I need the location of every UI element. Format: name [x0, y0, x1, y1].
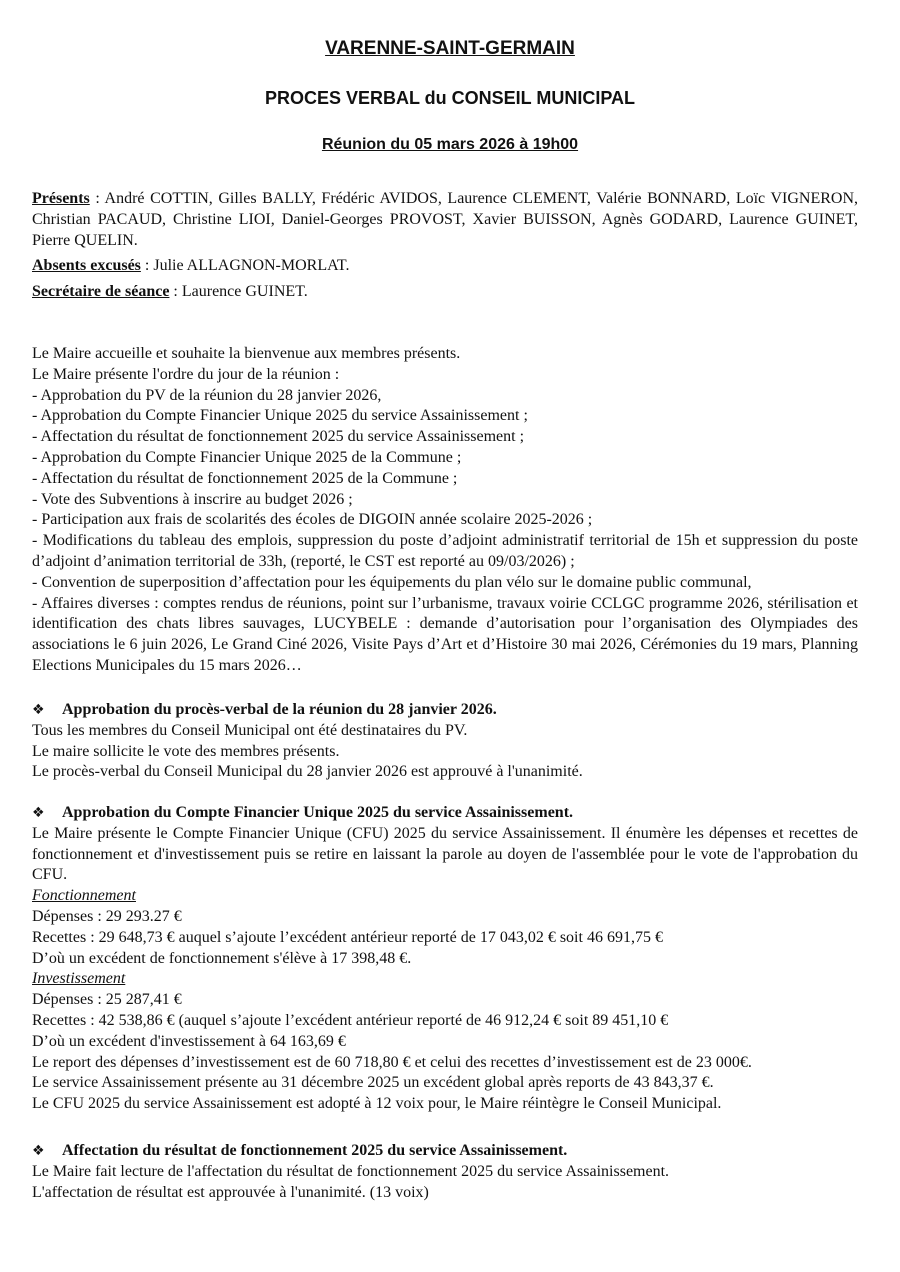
agenda-item-emplois: - Modifications du tableau des emplois, suppression du poste d’adjoint administratif territorial de 15h et suppression du poste d’adjoint d’animation territorial de 33h, (reporté, le CST est reporté au 09/03/2026) ; — [32, 532, 858, 570]
investissement-line: Recettes : 42 538,86 € (auquel s’ajoute l’excédent antérieur reporté de 46 912,24 € soit 89 451,10 € — [32, 1011, 669, 1029]
section-intro: Le Maire présente le Compte Financier Unique (CFU) 2025 du service Assainissement. Il énumère les dépenses et recettes de fonctionnement et d'investissement puis se retire en laissant la parole au doyen de l'assemblée pour le vote de l'approbation du CFU. — [32, 824, 858, 884]
fonctionnement-line: Recettes : 29 648,73 € auquel s’ajoute l’excédent antérieur reporté de 17 043,02 € soit 46 691,75 € — [32, 928, 663, 946]
investissement-line: D’où un excédent d'investissement à 64 163,69 € — [32, 1032, 346, 1050]
city-title: VARENNE-SAINT-GERMAIN — [325, 38, 575, 59]
investissement-line: Dépenses : 25 287,41 € — [32, 991, 182, 1009]
section-heading — [32, 700, 858, 721]
section-text-line: Le procès-verbal du Conseil Municipal du 28 janvier 2026 est approuvé à l'unanimité. — [32, 763, 583, 781]
absent-names: : Julie ALLAGNON-MORLAT. — [140, 257, 350, 275]
agenda-item: - Approbation du Compte Financier Unique 2025 de la Commune ; — [32, 448, 462, 466]
section-text-line: L'affectation de résultat est approuvée à l'unanimité. (13 voix) — [32, 1183, 429, 1201]
agenda-intro-line: Le Maire accueille et souhaite la bienvenue aux membres présents. — [32, 345, 461, 362]
section-title: Approbation du Compte Financier Unique 2025 du service Assainissement. — [62, 804, 574, 821]
agenda-block — [32, 344, 858, 677]
investissement-line: Le service Assainissement présente au 31 décembre 2025 un excédent global après reports de 43 843,37 €. — [32, 1074, 714, 1092]
agenda-item-divers: - Affaires diverses : comptes rendus de réunions, point sur l’urbanisme, travaux voirie CCLGC programme 2026, stérilisation et identification des chats libres sauvages, LUCYBELE : demande d’autorisation pour l’organisation des Olympiades des associations le 6 juin 2026, Le Grand Ciné 2026, Visite Pays d’Art et d’Histoire 30 mai 2026, Cérémonies du 19 mars, Planning Elections Municipales du 15 mars 2026… — [32, 594, 858, 674]
section-cfu-assainissement — [32, 803, 858, 1115]
meeting-date: Réunion du 05 mars 2026 à 19h00 — [321, 136, 579, 153]
diamond-bullet-icon: ❖ — [32, 1143, 45, 1159]
section-text-line: Tous les membres du Conseil Municipal ont été destinataires du PV. — [32, 721, 468, 739]
section-title: Approbation du procès-verbal de la réunion du 28 janvier 2026. — [62, 701, 497, 718]
absent-line — [32, 256, 858, 277]
diamond-bullet-icon: ❖ — [32, 805, 45, 821]
diamond-bullet-icon: ❖ — [32, 702, 45, 718]
document-title: PROCES VERBAL du CONSEIL MUNICIPAL — [264, 88, 636, 108]
section-pv-approval — [32, 700, 858, 783]
agenda-intro-line: Le Maire présente l'ordre du jour de la réunion : — [32, 365, 340, 383]
section-text-line: Le Maire fait lecture de l'affectation du résultat de fonctionnement 2025 du service Assainissement. — [32, 1162, 670, 1180]
section-text-line: Le maire sollicite le vote des membres présents. — [32, 742, 340, 760]
section-title: Affectation du résultat de fonctionnement 2025 du service Assainissement. — [62, 1142, 568, 1159]
agenda-item: - Approbation du PV de la réunion du 28 janvier 2026, — [32, 386, 382, 404]
secretary-label: Secrétaire de séance — [32, 283, 170, 301]
absent-label: Absents excusés — [32, 257, 141, 275]
investissement-line: Le report des dépenses d’investissement est de 60 718,80 € et celui des recettes d’investissement est de 23 000€. — [32, 1053, 752, 1071]
agenda-item: - Approbation du Compte Financier Unique 2025 du service Assainissement ; — [32, 407, 528, 425]
fonctionnement-line: Dépenses : 29 293.27 € — [32, 907, 182, 925]
agenda-item-convention: - Convention de superposition d’affectation pour les équipements du plan vélo sur le domaine public communal, — [32, 573, 752, 591]
attendance-block — [32, 189, 858, 303]
present-label: Présents — [32, 190, 90, 207]
present-paragraph — [32, 189, 858, 251]
agenda-item: - Affectation du résultat de fonctionnement 2025 du service Assainissement ; — [32, 428, 525, 446]
fonctionnement-line: D’où un excédent de fonctionnement s'élève à 17 398,48 €. — [32, 949, 412, 967]
investissement-line: Le CFU 2025 du service Assainissement est adopté à 12 voix pour, le Maire réintègre le Conseil Municipal. — [32, 1095, 722, 1113]
section-heading — [32, 803, 858, 824]
section-heading — [32, 1141, 858, 1162]
secretary-name: : Laurence GUINET. — [169, 283, 308, 301]
agenda-item: - Participation aux frais de scolarités des écoles de DIGOIN année scolaire 2025-2026 ; — [32, 511, 593, 529]
present-names: : André COTTIN, Gilles BALLY, Frédéric AVIDOS, Laurence CLEMENT, Valérie BONNARD, Loïc VIGNERON, Christian PACAUD, Christine LIOI, Daniel-Georges PROVOST, Xavier BUISSON, Agnès GODARD, Laurence GUINET, Pierre QUELIN. — [32, 190, 858, 249]
agenda-item: - Affectation du résultat de fonctionnement 2025 de la Commune ; — [32, 469, 458, 487]
section-affectation-assainissement — [32, 1141, 858, 1203]
secretary-line — [32, 282, 858, 303]
fonctionnement-label: Fonctionnement — [32, 887, 136, 905]
agenda-item: - Vote des Subventions à inscrire au budget 2026 ; — [32, 490, 353, 508]
investissement-label: Investissement — [32, 970, 126, 988]
